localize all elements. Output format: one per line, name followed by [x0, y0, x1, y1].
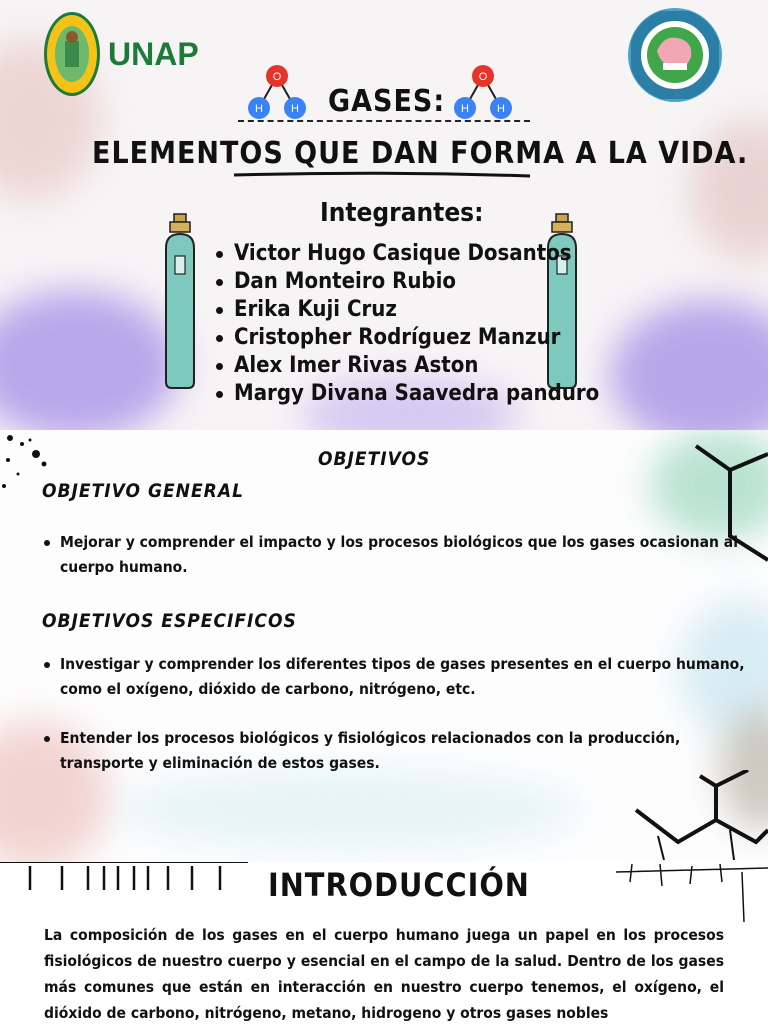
- watercolor-blob: [120, 770, 580, 850]
- water-molecule-icon: [244, 64, 310, 126]
- dashed-divider: [238, 120, 530, 122]
- introduction-section: [0, 862, 768, 1024]
- list-item: Dan Monteiro Rubio: [212, 268, 599, 296]
- general-objective-heading: OBJETIVO GENERAL: [42, 480, 244, 502]
- list-item: Cristopher Rodríguez Manzur: [212, 324, 599, 352]
- gas-cylinder-icon: [162, 212, 198, 392]
- cover-section: [0, 0, 768, 430]
- list-item: Victor Hugo Casique Dosantos: [212, 240, 599, 268]
- hydrogen-label: H: [291, 103, 299, 115]
- faculty-seal-icon: [628, 8, 722, 102]
- water-molecule-icon: [450, 64, 516, 126]
- list-item: Erika Kuji Cruz: [212, 296, 599, 324]
- underline-stroke: [232, 170, 532, 180]
- tick-line-decoration: [0, 862, 260, 898]
- list-item: Margy Divana Saavedra panduro: [212, 380, 599, 408]
- list-item: Alex Imer Rivas Aston: [212, 352, 599, 380]
- page-title: GASES:: [328, 84, 446, 119]
- watercolor-blob: [0, 290, 180, 430]
- list-item: Entender los procesos biológicos y fisiológicos relacionados con la producción, transporte y eliminación de estos gases.: [42, 726, 750, 776]
- watercolor-blob: [610, 300, 768, 430]
- introduction-heading: INTRODUCCIÓN: [268, 866, 530, 904]
- objectives-section: [0, 430, 768, 862]
- oxygen-label: O: [272, 71, 282, 83]
- molecule-structure-icon: [630, 770, 768, 862]
- objectives-heading: OBJETIVOS: [318, 448, 431, 470]
- specific-objectives-heading: OBJETIVOS ESPECIFICOS: [42, 610, 297, 632]
- university-logo-text: UNAP: [108, 36, 199, 72]
- hydrogen-label: H: [461, 103, 469, 115]
- hydrogen-label: H: [255, 103, 263, 115]
- hydrogen-label: H: [497, 103, 505, 115]
- university-crest-icon: [44, 12, 100, 96]
- list-item: Mejorar y comprender el impacto y los procesos biológicos que los gases ocasionan al cuerpo humano.: [42, 530, 750, 580]
- introduction-paragraph: La composición de los gases en el cuerpo humano juega un papel en los procesos fisiológicos de nuestro cuerpo y esencial en el campo de la salud. Dentro de los gases más comunes que están en interacción en nuestro cuerpo tenemos, el oxígeno, el dióxido de carbono, nitrógeno, metano, hidrogeno y otros gases nobles: [44, 926, 724, 1022]
- members-heading: Integrantes:: [320, 198, 484, 228]
- oxygen-label: O: [478, 71, 488, 83]
- list-item: Investigar y comprender los diferentes tipos de gases presentes en el cuerpo humano, como el oxígeno, dióxido de carbono, nitrógeno, etc.: [42, 652, 750, 702]
- members-list: [212, 240, 599, 408]
- page-subtitle: ELEMENTOS QUE DAN FORMA A LA VIDA.: [92, 136, 749, 171]
